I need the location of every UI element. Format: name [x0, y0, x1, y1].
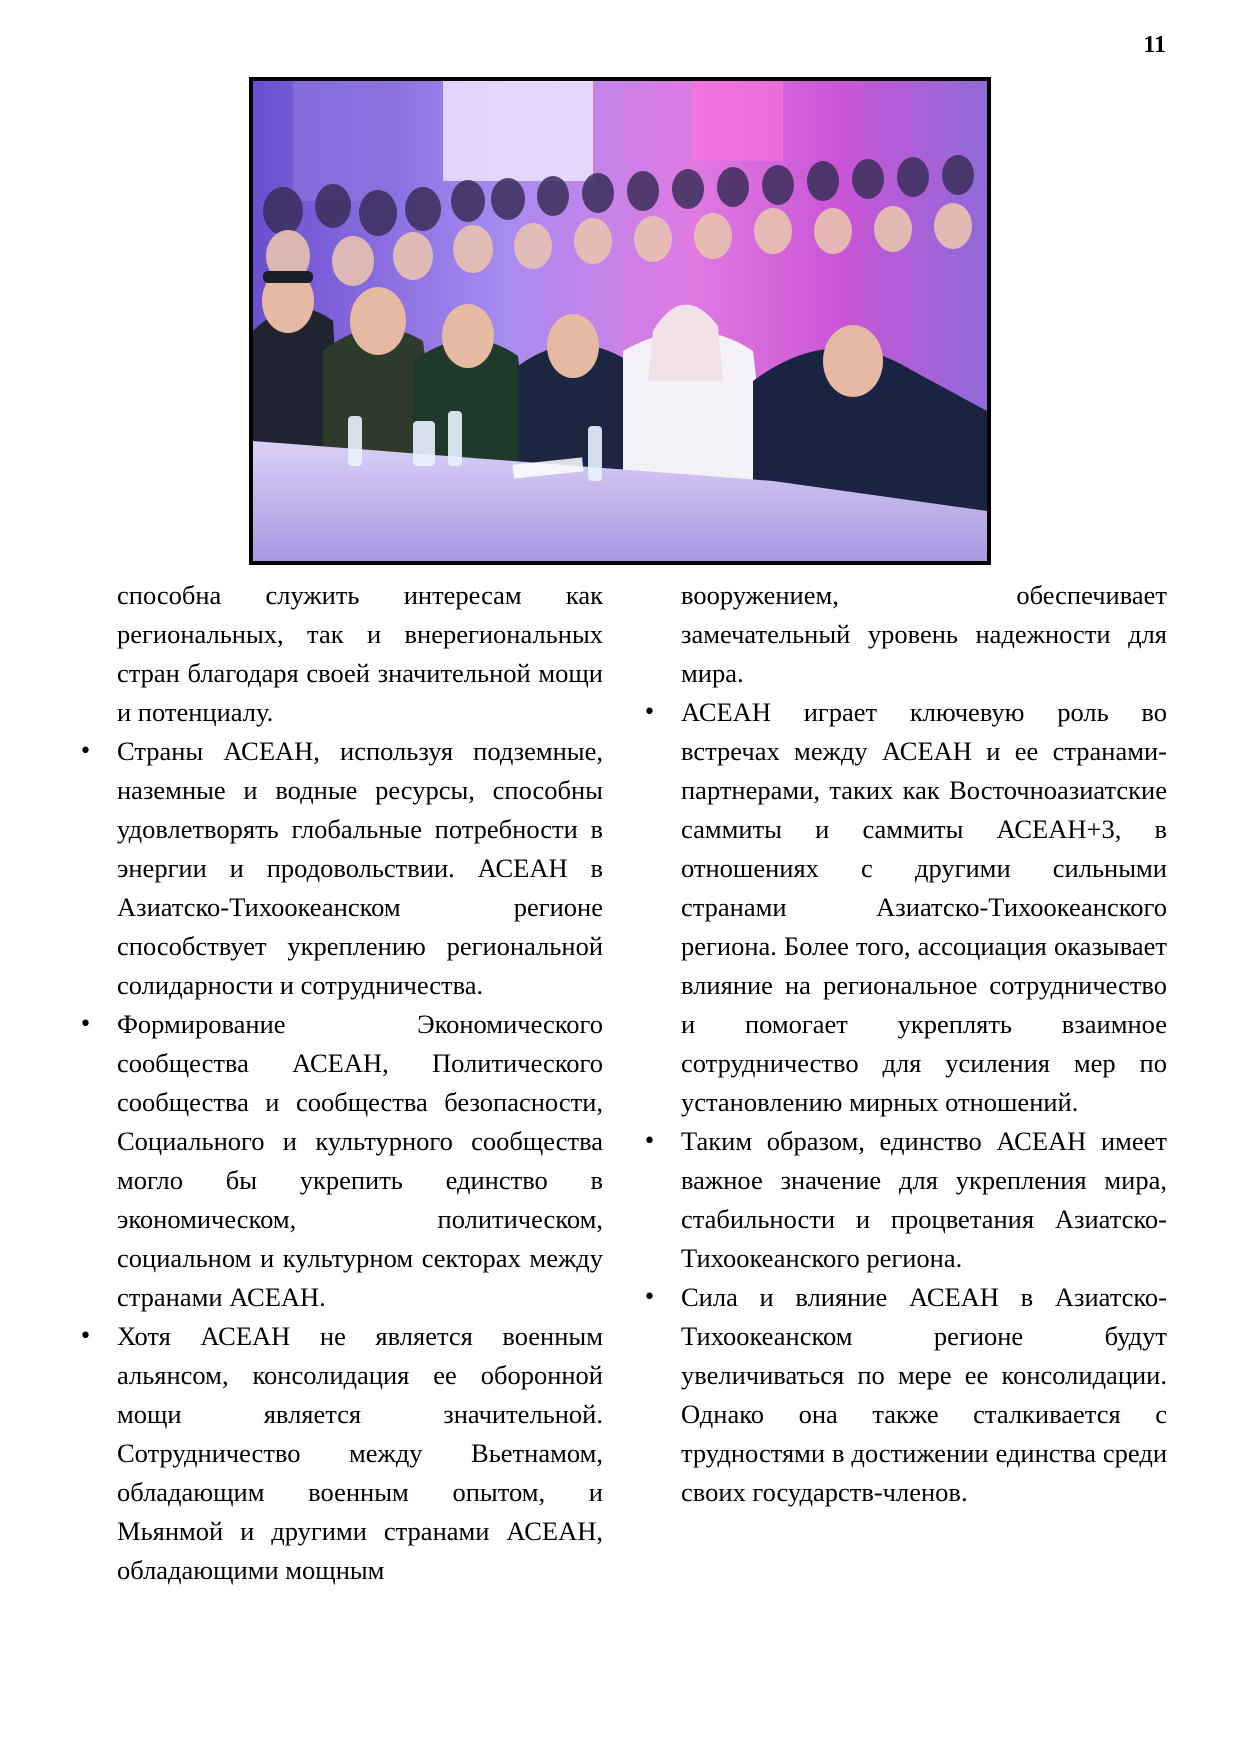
page-number: 11	[1143, 32, 1166, 58]
left-bullet-item: • Формирование Экономического сообщества АСЕАН, Политического сообщества и сообщества безопасности, Социального и культурного сообщества могло бы укрепить единство в экономическом, политическом, социальном и культурном секторах между странами АСЕАН.	[117, 1005, 603, 1317]
right-bullet-item: • Таким образом, единство АСЕАН имеет важное значение для укрепления мира, стабильности и процветания Азиатско-Тихоокеанского региона.	[681, 1122, 1167, 1278]
conference-audience-photo-icon	[253, 81, 987, 561]
right-column-intro: вооружением, обеспечивает замечательный уровень надежности для мира.	[681, 580, 1167, 688]
right-bullet-list	[681, 693, 1167, 1512]
left-bullet-item: • Хотя АСЕАН не является военным альянсом, консолидация ее оборонной мощи является значительной. Сотрудничество между Вьетнамом, обладающим военным опытом, и Мьянмой и другими странами АСЕАН, обладающими мощным	[117, 1317, 603, 1590]
right-bullet-item: • Сила и влияние АСЕАН в Азиатско-Тихоокеанском регионе будут увеличиваться по мере ее консолидации. Однако она также сталкивается с трудностями в достижении единства среди своих государств-членов.	[681, 1278, 1167, 1512]
left-bullet-item: • Страны АСЕАН, используя подземные, наземные и водные ресурсы, способны удовлетворять глобальные потребности в энергии и продовольствии. АСЕАН в Азиатско-Тихоокеанском регионе способствует укреплению региональной солидарности и сотрудничества.	[117, 732, 603, 1005]
left-column	[117, 576, 603, 1590]
right-column	[681, 576, 1167, 1512]
left-bullet-list	[117, 732, 603, 1590]
right-bullet-item: • АСЕАН играет ключевую роль во встречах между АСЕАН и ее странами-партнерами, таких как Восточноазиатские саммиты и саммиты АСЕАН+3, в отношениях с другими сильными странами Азиатско-Тихоокеанского региона. Более того, ассоциация оказывает влияние на региональное сотрудничество и помогает укреплять взаимное сотрудничество для усиления мер по установлению мирных отношений.	[681, 693, 1167, 1122]
left-column-intro: способна служить интересам как региональных, так и внерегиональных стран благодаря своей значительной мощи и потенциалу.	[117, 580, 603, 727]
conference-photo	[249, 77, 991, 565]
